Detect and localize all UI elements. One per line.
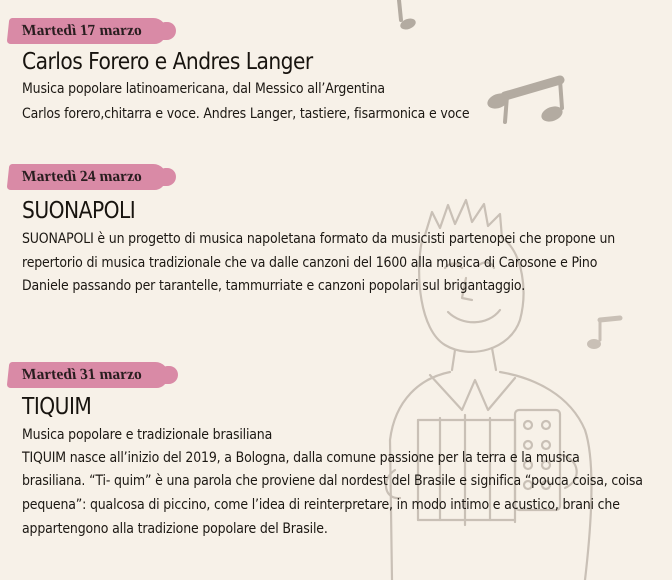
event-description-line: repertorio di musica tradizionale che va dalle canzoni del 1600 alla musica di Carosone e Pino xyxy=(22,254,598,271)
event-title: Carlos Forero e Andres Langer xyxy=(22,49,313,75)
event-date: Martedì 24 marzo xyxy=(21,168,143,185)
event-description-line: TIQUIM nasce all’inizio del 2019, a Bologna, dalla comune passione per la terra e la musica xyxy=(22,449,580,466)
event-date: Martedì 17 marzo xyxy=(21,22,143,39)
music-note-icon xyxy=(587,318,620,349)
event-description-line: brasiliana. “Ti- quim” è una parola che proviene dal nordest del Brasile e significa “pouca coisa, coisa xyxy=(22,472,643,489)
event-description-line: SUONAPOLI è un progetto di musica napoletana formato da musicisti partenopei che propone un xyxy=(22,230,616,247)
event-title: TIQUIM xyxy=(22,394,92,420)
event-description-line: pequena”: qualcosa di piccino, come l’idea di reinterpretare, in modo intimo e acustico, brani che xyxy=(22,496,620,513)
event-description-line: Carlos forero,chitarra e voce. Andres Langer, tastiere, fisarmonica e voce xyxy=(22,105,470,122)
event-description-line: Daniele passando per tarantelle, tammurriate e canzoni popolari sul brigantaggio. xyxy=(22,277,526,294)
event-title: SUONAPOLI xyxy=(22,198,136,224)
event-description-line: appartengono alla tradizione popolare del Brasile. xyxy=(22,520,328,537)
event-description-line: Musica popolare latinoamericana, dal Messico all’Argentina xyxy=(22,80,385,97)
event-date: Martedì 31 marzo xyxy=(21,366,143,383)
music-note-icon xyxy=(399,0,417,31)
beamed-notes-icon xyxy=(485,80,564,124)
event-description-line: Musica popolare e tradizionale brasiliana xyxy=(22,426,273,443)
